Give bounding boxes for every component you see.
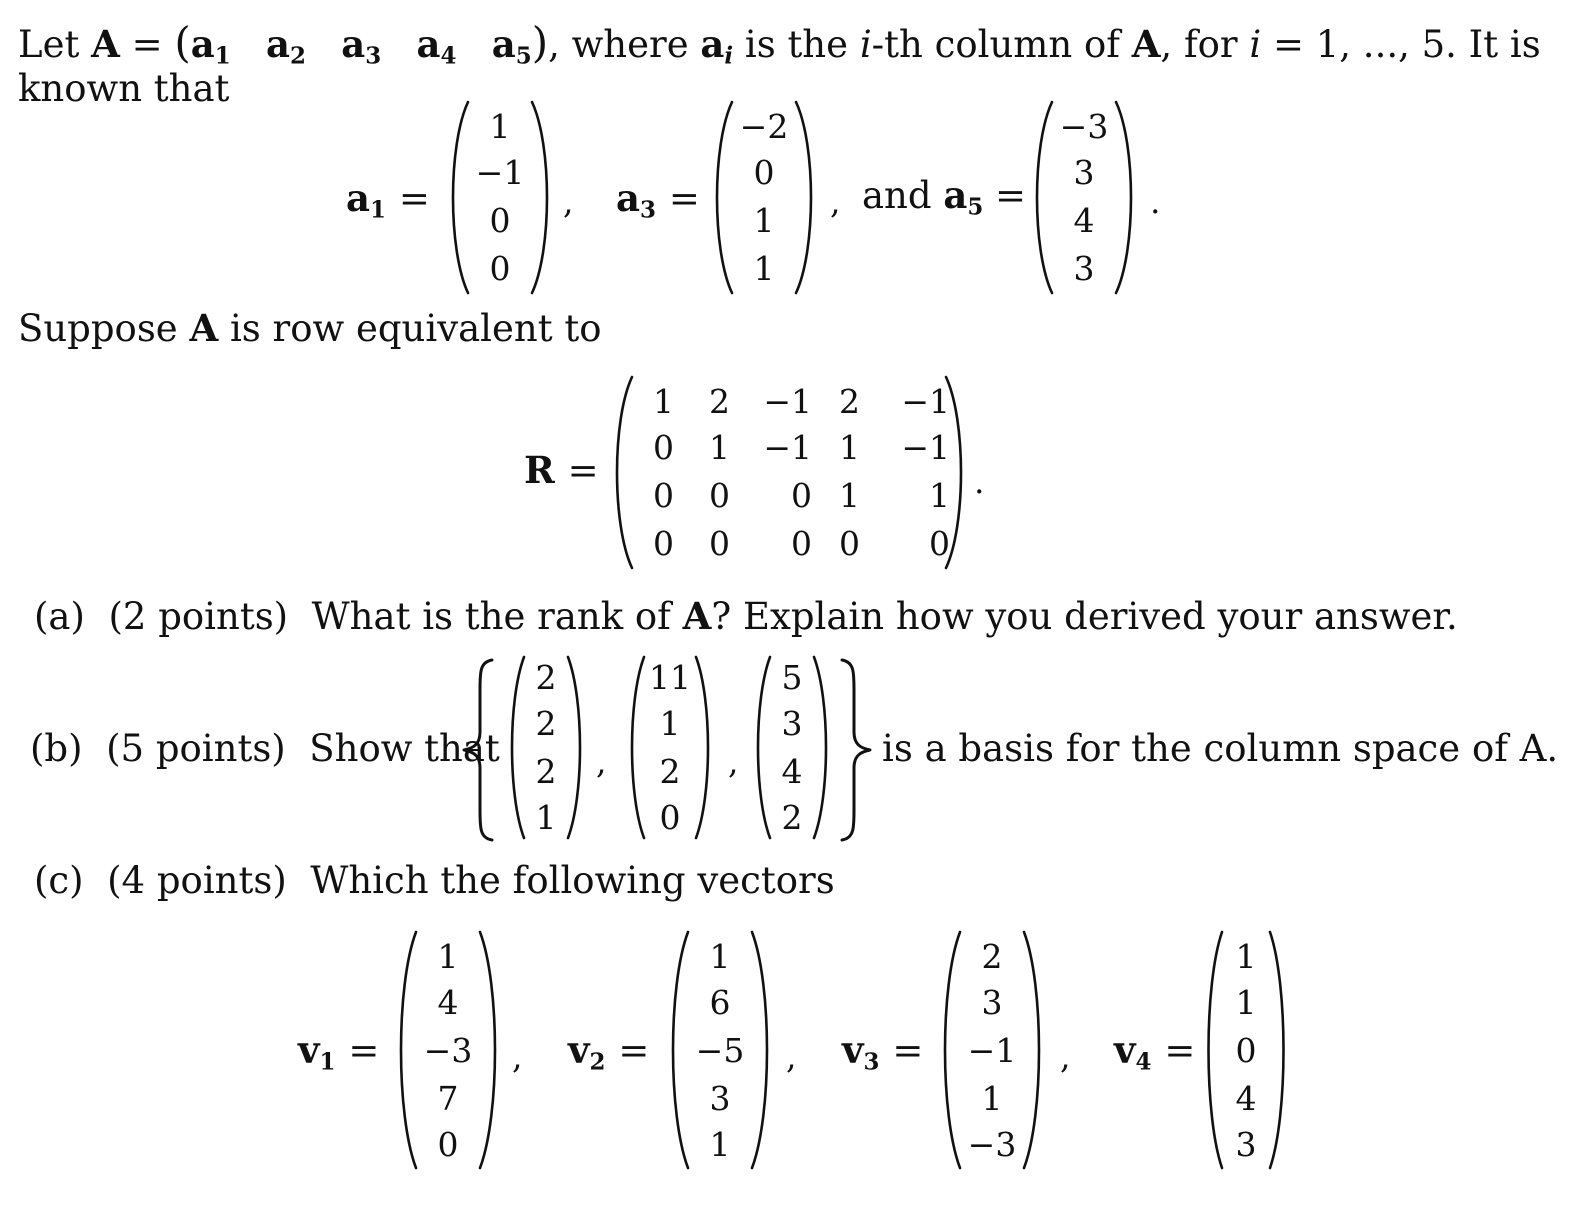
basis-entry: 2 bbox=[535, 752, 557, 791]
intro-line-2: known that bbox=[18, 67, 230, 110]
basis-vector-3 bbox=[756, 655, 828, 840]
a1-comma: , bbox=[563, 182, 574, 221]
R-entry: 1 bbox=[709, 428, 730, 467]
v2-entry: 3 bbox=[709, 1079, 731, 1118]
R-entry: 0 bbox=[929, 524, 950, 563]
ai-symbol: $a_i$ bbox=[700, 22, 734, 70]
let-word: Let bbox=[18, 23, 80, 66]
v3-entry: −3 bbox=[967, 1125, 1017, 1164]
part-b-intro: (b) (5 points) Show that bbox=[30, 727, 500, 770]
R-entry: 0 bbox=[653, 428, 674, 467]
a5-entry: 3 bbox=[1073, 249, 1095, 288]
vector-v4 bbox=[1208, 930, 1284, 1170]
v4-entry: 3 bbox=[1235, 1125, 1257, 1164]
v1-entry: 4 bbox=[437, 983, 459, 1022]
a5-entry: 3 bbox=[1073, 153, 1095, 192]
v1-label: $v_1$ = bbox=[298, 1028, 380, 1076]
part-a: (a) (2 points) What is the rank of A? Explain how you derived your answer. bbox=[34, 594, 1458, 638]
a3-entry: 1 bbox=[753, 201, 775, 240]
close-paren: ) bbox=[531, 18, 549, 67]
R-entry: 2 bbox=[709, 382, 730, 421]
part-c-label: (c) bbox=[34, 859, 84, 902]
vector-a5 bbox=[1034, 100, 1134, 295]
column-a3: $a_3$ bbox=[341, 22, 382, 70]
R-label: R = bbox=[524, 448, 599, 492]
v3-entry: 1 bbox=[981, 1079, 1003, 1118]
part-a-points: (2 points) bbox=[108, 595, 289, 638]
column-a5: $a_5$ bbox=[491, 22, 532, 70]
open-paren: ( bbox=[174, 18, 191, 67]
basis-entry: 0 bbox=[659, 798, 681, 837]
a1-label: $a_1$ = bbox=[346, 176, 430, 224]
R-entry: 0 bbox=[791, 524, 812, 563]
column-a1: $a_1$ bbox=[190, 22, 231, 70]
v4-entry: 0 bbox=[1235, 1031, 1257, 1070]
v2-label: $v_2$ = bbox=[568, 1028, 650, 1076]
R-entry: 0 bbox=[709, 476, 730, 515]
where-text: , where bbox=[548, 23, 689, 66]
R-entry: 1 bbox=[929, 476, 950, 515]
v1-entry: 0 bbox=[437, 1125, 459, 1164]
a3-comma: , bbox=[830, 182, 841, 221]
R-entry: 0 bbox=[653, 524, 674, 563]
matrix-R bbox=[614, 375, 964, 570]
vector-v3 bbox=[944, 930, 1040, 1170]
part-c-points: (4 points) bbox=[107, 859, 287, 902]
basis-entry: 2 bbox=[535, 658, 557, 697]
i-variable: i bbox=[859, 23, 872, 66]
matrix-A-symbol: A bbox=[91, 22, 120, 66]
vector-v1 bbox=[400, 930, 496, 1170]
basis-entry: 2 bbox=[659, 752, 681, 791]
R-entry: 1 bbox=[839, 476, 860, 515]
v3-entry: 2 bbox=[981, 937, 1003, 976]
R-entry: −1 bbox=[763, 428, 812, 467]
column-a4: $a_4$ bbox=[416, 22, 457, 70]
a1-entry: 0 bbox=[489, 249, 511, 288]
basis-entry: 1 bbox=[659, 704, 681, 743]
a5-label: and $a_5$ = bbox=[862, 173, 1027, 221]
v3-entry: 3 bbox=[981, 983, 1003, 1022]
v2-entry: 1 bbox=[709, 937, 731, 976]
v2-entry: −5 bbox=[695, 1031, 745, 1070]
equals-sign: = bbox=[131, 23, 163, 66]
part-b-points: (5 points) bbox=[106, 727, 286, 770]
basis-entry: 11 bbox=[649, 658, 691, 697]
part-b-label: (b) bbox=[30, 727, 83, 770]
a5-entry: 4 bbox=[1073, 201, 1095, 240]
v2-entry: 1 bbox=[709, 1125, 731, 1164]
v4-label: $v_4$ = bbox=[1114, 1028, 1196, 1076]
basis-entry: 2 bbox=[781, 798, 803, 837]
a3-label: $a_3$ = bbox=[616, 176, 700, 224]
range-text: = 1, ..., 5. It is bbox=[1272, 23, 1541, 66]
basis-entry: 2 bbox=[535, 704, 557, 743]
vector-v2 bbox=[672, 930, 768, 1170]
v1-entry: 1 bbox=[437, 937, 459, 976]
a5-entry: −3 bbox=[1059, 107, 1109, 146]
R-entry: 0 bbox=[839, 524, 860, 563]
a1-entry: 1 bbox=[489, 107, 511, 146]
part-c: (c) (4 points) Which the following vectors bbox=[34, 859, 835, 902]
a3-entry: 0 bbox=[753, 153, 775, 192]
matrix-A-symbol-2: A bbox=[1131, 22, 1161, 66]
v4-entry: 1 bbox=[1235, 983, 1257, 1022]
intro-line-1 bbox=[18, 18, 1541, 70]
a1-entry: −1 bbox=[475, 153, 525, 192]
R-entry: 1 bbox=[839, 428, 860, 467]
v4-entry: 1 bbox=[1235, 937, 1257, 976]
R-period: . bbox=[974, 462, 985, 501]
R-entry: −1 bbox=[901, 382, 950, 421]
R-entry: 0 bbox=[653, 476, 674, 515]
for-text: , for bbox=[1160, 23, 1238, 66]
R-entry: 2 bbox=[839, 382, 860, 421]
is-the-text: is the bbox=[744, 23, 849, 66]
v1-entry: 7 bbox=[437, 1079, 459, 1118]
R-entry: −1 bbox=[901, 428, 950, 467]
v1-entry: −3 bbox=[423, 1031, 473, 1070]
v3-label: $v_3$ = bbox=[842, 1028, 924, 1076]
vector-a3 bbox=[714, 100, 814, 295]
a1-entry: 0 bbox=[489, 201, 511, 240]
basis-entry: 4 bbox=[781, 752, 803, 791]
a3-entry: 1 bbox=[753, 249, 775, 288]
a5-period: . bbox=[1150, 182, 1161, 221]
R-entry: −1 bbox=[763, 382, 812, 421]
basis-entry: 3 bbox=[781, 704, 803, 743]
right-brace bbox=[832, 650, 882, 850]
vector-a1 bbox=[450, 100, 550, 295]
th-column-of-text: -th column of bbox=[871, 23, 1120, 66]
suppose-line: Suppose A is row equivalent to bbox=[18, 306, 602, 350]
R-entry: 1 bbox=[653, 382, 674, 421]
v2-entry: 6 bbox=[709, 983, 731, 1022]
i-variable-2: i bbox=[1249, 23, 1262, 66]
part-b-tail: is a basis for the column space of A. bbox=[882, 727, 1559, 770]
R-entry: 0 bbox=[791, 476, 812, 515]
basis-entry: 5 bbox=[781, 658, 803, 697]
part-a-label: (a) bbox=[34, 595, 85, 638]
v4-entry: 4 bbox=[1235, 1079, 1257, 1118]
R-entry: 0 bbox=[709, 524, 730, 563]
basis-vector-1 bbox=[510, 655, 582, 840]
column-a2: $a_2$ bbox=[266, 22, 306, 70]
basis-entry: 1 bbox=[535, 798, 557, 837]
left-brace bbox=[452, 650, 502, 850]
basis-vector-2 bbox=[630, 655, 710, 840]
a3-entry: −2 bbox=[739, 107, 789, 146]
v3-entry: −1 bbox=[967, 1031, 1017, 1070]
